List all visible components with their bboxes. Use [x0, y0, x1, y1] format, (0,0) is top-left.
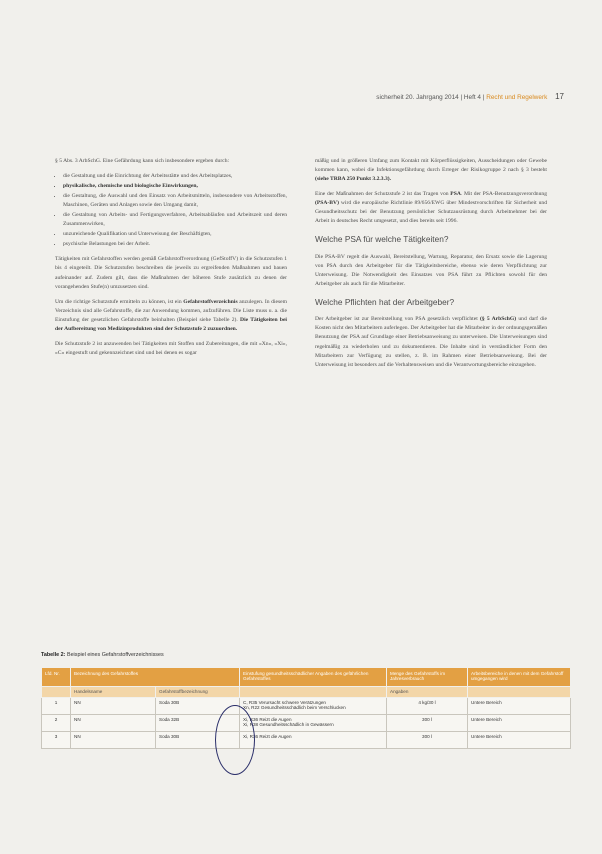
schutzstufen-paragraph: Tätigkeiten mit Gefahrstoffen werden gemäß Gefahrstoffverordnung (GefStoffV) in die Schutzstufen 1 bis 4 eingeteilt. Die Schutzstufen beschreiben die jeweils zu ergreifenden Maßnahmen und bauen aufeinander auf. Zudem gilt, dass die Maßnahmen der höheren Stufe zusätzlich zu denen der vorangehenden Stufe(n) umzusetzen sind. — [55, 256, 287, 290]
cell-einstufung: C, R35 Verursacht schwere Verätzungen Xn, R22 Gesundheitsschädlich beim Verschlucken — [240, 698, 387, 715]
paragraph-text: mäßig und in größeren Umfang zum Kontakt mit Körperflüssigkeiten, Ausscheidungen oder Gewebe kommen kann, wobei die Infektionsgefährdung durch Erreger der Risikogruppe 2 nach § 3 besteht — [315, 158, 547, 174]
paragraph-text: Um die richtige Schutzstufe ermitteln zu können, ist ein — [55, 298, 182, 305]
emphasis-text: PSA — [450, 191, 461, 198]
hazard-item: • die Gestaltung, die Auswahl und den Einsatz von Arbeitsmitteln, insbesondere von Arbeitsstoffen, Maschinen, Geräten und Anlagen sowie den Umgang damit, — [63, 192, 287, 210]
cell-handelsname: NN — [71, 698, 156, 715]
header-einstufung: Einstufung gesundheitsschädlicher Angaben des gefährlichen Gefahrstoffes — [240, 668, 387, 687]
paragraph-text: Der Arbeitgeber ist zur Bereitstellung von PSA gesetzlich verpflichtet — [315, 316, 478, 323]
header-arbeitsbereiche: Arbeitsbereiche in denen mit dem Gefahrstoff umgegangen wird — [468, 668, 571, 687]
cell-nr: 1 — [42, 698, 71, 715]
paragraph-text: Eine der Maßnahmen der Schutzstufe 2 ist das Tragen von — [315, 191, 449, 198]
cell-menge: 300 l — [387, 715, 468, 732]
emphasis-text: (PSA-BV) — [315, 200, 339, 207]
subheader-empty — [42, 687, 71, 698]
table-row — [42, 732, 571, 749]
arbeitgeber-paragraph — [315, 315, 547, 369]
cell-bereich: Untere Bereich — [468, 698, 571, 715]
table-caption-label: Tabelle 2: — [41, 652, 66, 658]
paragraph-text: wird die europäische Richtlinie 89/656/EWG über Mindestvorschriften für Sicherheit und Gesundheitsschutz bei der Benutzung persönlicher Schutzausrüstung durch Arbeitnehmer bei der Arbeit in deutsches Recht umgesetzt, und dies bereits seit 1996. — [315, 200, 547, 225]
infection-paragraph — [315, 157, 547, 184]
table-row — [42, 698, 571, 715]
hazard-item: • die Gestaltung von Arbeits- und Fertigungsverfahren, Arbeitsabläufen und Arbeitszeit und deren Zusammenwirken, — [63, 211, 287, 229]
page-number: 17 — [555, 92, 564, 101]
subheader-gefahrstoffbezeichnung: Gefahrstoffbezeichnung — [156, 687, 240, 698]
cell-bezeichnung: Soda 30B — [156, 732, 240, 749]
table-row — [42, 715, 571, 732]
header-lfd-nr: Lfd. Nr. — [42, 668, 71, 687]
cell-nr: 3 — [42, 732, 71, 749]
table-caption — [41, 652, 164, 658]
header-menge: Menge des Gefahrstoffs im Jahresverbrauch — [387, 668, 468, 687]
psa-bv-paragraph: Die PSA-BV regelt die Auswahl, Bereitstellung, Wartung, Reparatur, den Ersatz sowie die Lagerung von PSA durch den Arbeitgeber für die Tätigkeitsbereiche, ebenso wie deren Verpflichtung zur Unterweisung. Die Notwendigkeit des Einsatzes von PSA führt zu Pflichten sowohl für den Arbeitgeber als auch für die Mitarbeiter. — [315, 253, 547, 287]
subheader-empty — [240, 687, 387, 698]
right-column — [315, 157, 547, 376]
emphasis-text: Die Tätigkeiten bei der Aufbereitung von Medizinprodukten sind der Schutzstufe 2 zuzuordnen. — [55, 316, 287, 332]
table-header-row — [42, 668, 571, 687]
hazard-list — [55, 172, 287, 249]
subheader-angaben: Angaben — [387, 687, 468, 698]
cell-handelsname: NN — [71, 715, 156, 732]
table-subheader-row — [42, 687, 571, 698]
cell-bezeichnung: Soda 30B — [156, 698, 240, 715]
paragraph-text: . Mit der PSA-Benutzungsverordnung — [460, 191, 547, 198]
intro-paragraph: § 5 Abs. 3 ArbSchG. Eine Gefährdung kann sich insbesondere ergeben durch: — [55, 158, 230, 164]
hazard-item: • die Gestaltung und die Einrichtung der Arbeitsstätte und des Arbeitsplatzes, — [63, 172, 287, 181]
cell-nr: 2 — [42, 715, 71, 732]
running-header — [376, 92, 564, 101]
hand-drawn-circle-annotation — [215, 705, 255, 775]
hazard-item: • physikalische, chemische und biologische Einwirkungen, — [63, 182, 287, 191]
verzeichnis-paragraph — [55, 298, 287, 334]
table-caption-text: Beispiel eines Gefahrstoffverzeichnisses — [66, 652, 164, 658]
section-heading: Welche PSA für welche Tätigkeiten? — [315, 234, 449, 245]
journal-info: sicherheit 20. Jahrgang 2014 | Heft 4 | — [376, 94, 485, 101]
cell-einstufung: Xi, R36 Reizt die Augen — [240, 732, 387, 749]
paragraph-text: und darf die Kosten nicht den Mitarbeitern auferlegen. Der Arbeitgeber hat die Mitarbeiter in der ordnungsgemäßen Benutzung der PSA auf Grundlage einer Betriebsanweisung zu unterweisen. Die Unterweisungen sind regelmäßig zu wiederholen und zu dokumentieren. Die Inhalte sind in verständlicher Form den Mitarbeitern zur Verfügung zu stellen, z. B. im Rahmen einer Betriebsanweisung. Bei der Unterweisung ist besonders auf die Verhaltensweisen und die Verantwortungsbereiche einzugehen. — [315, 316, 547, 368]
header-bezeichnung: Bezeichnung des Gefahrstoffes — [71, 668, 240, 687]
emphasis-text: (siehe TRBA 250 Punkt 3.2.3.3). — [315, 176, 392, 183]
emphasis-text: Gefahrstoffverzeichnis — [183, 298, 238, 305]
cell-einstufung: Xi, R36 Reizt die Augen Xi, R38 Gesundheitsschädlich in Gewässern — [240, 715, 387, 732]
subheader-handelsname: Handelsname — [71, 687, 156, 698]
subheader-empty — [468, 687, 571, 698]
hazardous-substances-table — [41, 667, 571, 749]
emphasis-text: (§ 5 ArbSchG) — [480, 316, 517, 323]
cell-handelsname: NN — [71, 732, 156, 749]
section-title: Recht und Regelwerk — [486, 94, 548, 101]
cell-bereich: Untere Bereich — [468, 732, 571, 749]
left-column — [55, 157, 287, 364]
cell-menge: 4 kg/30 l — [387, 698, 468, 715]
cell-menge: 300 l — [387, 732, 468, 749]
hazard-item: • psychische Belastungen bei der Arbeit. — [63, 240, 287, 249]
hazard-item: • unzureichende Qualifikation und Unterweisung der Beschäftigten, — [63, 230, 287, 239]
cell-bezeichnung: Soda 32B — [156, 715, 240, 732]
psa-paragraph — [315, 190, 547, 226]
paragraph-text: anzulegen. In diesem Verzeichnis sind alle Gefahrstoffe, die zur Anwendung kommen, aufzuführen. Die Liste muss u. a. die Einstufung der gesetzlichen Gefahrstoffe beinhalten (Beispiel siehe Tabelle 2). — [55, 298, 288, 323]
schutzstufe-2-paragraph: Die Schutzstufe 2 ist anzuwenden bei Tätigkeiten mit Stoffen und Zubereitungen, die mit »Xn«, »Xi«, »C« eingestuft und gekennzeichnet sind und bei denen es sogar — [55, 340, 287, 356]
section-heading: Welche Pflichten hat der Arbeitgeber? — [315, 296, 455, 307]
cell-bereich: Untere Bereich — [468, 715, 571, 732]
